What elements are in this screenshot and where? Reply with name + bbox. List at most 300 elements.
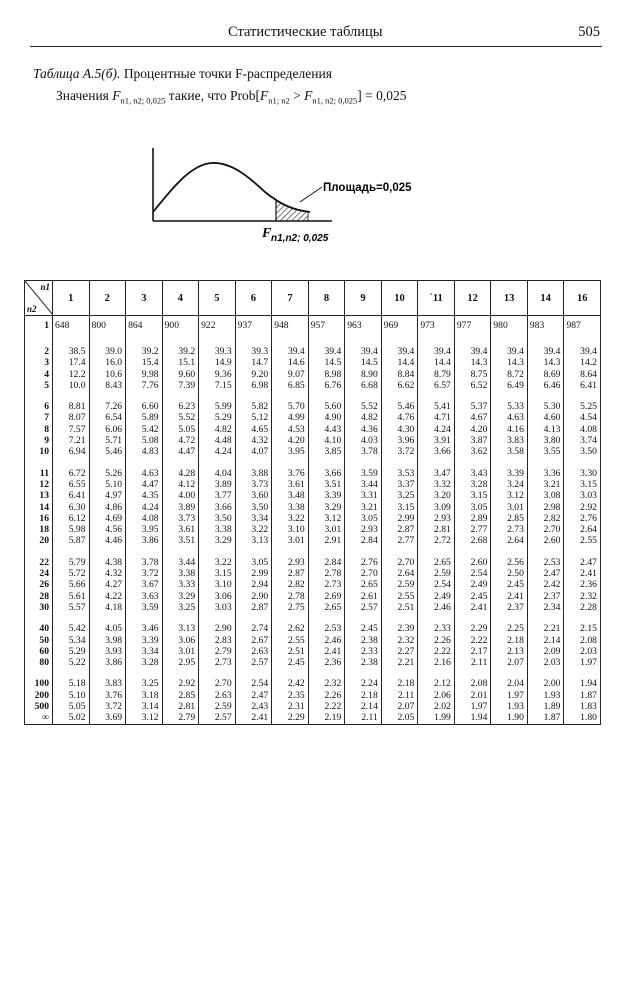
table-cell: 39.4 [272,346,309,357]
table-cell: 2.93 [345,524,382,535]
table-cell: 4.99 [272,412,309,423]
table-title: Процентные точки F-распределения [123,66,332,81]
table-cell: 5.12 [235,412,272,423]
table-cell: 3.55 [527,446,564,457]
desc-prefix: Значения [56,88,109,103]
table-cell: 5.34 [53,635,90,646]
row-header-n2: 26 [25,579,53,590]
table-cell: 3.83 [89,678,126,689]
row-header-n2: ∞ [25,712,53,724]
group-spacer [25,391,601,401]
table-cell: 4.47 [162,446,199,457]
table-cell: 2.51 [272,646,309,657]
table-cell: 2.47 [235,690,272,701]
table-cell: 5.22 [53,657,90,668]
table-cell: 4.54 [564,412,601,423]
row-header-n2: 500 [25,701,53,712]
table-cell: 937 [235,316,272,337]
table-row [25,657,601,668]
table-cell: 980 [491,316,528,337]
table-cell: 3.38 [199,524,236,535]
group-spacer [25,458,601,468]
table-cell: 3.39 [308,490,345,501]
table-cell: 3.95 [126,524,163,535]
table-cell: 2.35 [272,690,309,701]
table-cell: 2.25 [491,623,528,634]
table-cell: 2.65 [308,602,345,613]
row-header-n2: 11 [25,468,53,479]
running-header-title: Статистические таблицы [228,24,383,40]
row-header-n2: 3 [25,357,53,368]
table-cell: 3.91 [418,435,455,446]
table-cell: 1.93 [527,690,564,701]
table-cell: 2.55 [564,535,601,546]
table-row [25,591,601,602]
table-cell: 5.37 [454,401,491,412]
density-curve [153,163,310,212]
table-cell: 2.65 [418,557,455,568]
row-header-n2: 16 [25,513,53,524]
table-cell: 38.5 [53,346,90,357]
table-cell: 4.71 [418,412,455,423]
table-cell: 2.70 [527,524,564,535]
table-cell: 1.94 [564,678,601,689]
table-cell: 3.25 [381,490,418,501]
table-cell: 3.61 [272,479,309,490]
table-cell: 3.88 [235,468,272,479]
table-cell: 6.30 [53,502,90,513]
table-cell: 3.72 [381,446,418,457]
table-cell: 16.0 [89,357,126,368]
table-cell: 2.72 [418,535,455,546]
table-cell: 3.43 [454,468,491,479]
table-cell: 2.45 [454,591,491,602]
table-cell: 1.93 [491,701,528,712]
table-cell: 4.38 [89,557,126,568]
row-header-n2: 9 [25,435,53,446]
table-cell: 4.69 [89,513,126,524]
table-label: Таблица А.5(б). [33,66,121,81]
table-cell: 3.69 [89,712,126,724]
table-cell: 4.82 [345,412,382,423]
table-cell: 2.62 [272,623,309,634]
table-cell: 4.76 [381,412,418,423]
table-cell: 3.66 [418,446,455,457]
table-cell: 2.03 [564,646,601,657]
table-cell: 2.41 [235,712,272,724]
table-cell: 987 [564,316,601,337]
table-cell: 2.60 [527,535,564,546]
table-cell: 4.67 [454,412,491,423]
table-cell: 4.83 [126,446,163,457]
table-cell: 2.76 [345,557,382,568]
table-cell: 3.21 [345,502,382,513]
table-cell: 8.72 [491,369,528,380]
table-cell: 3.74 [564,435,601,446]
table-cell: 2.18 [491,635,528,646]
column-header-n1: 1 [53,281,90,316]
table-cell: 4.90 [308,412,345,423]
table-row [25,468,601,479]
table-row [25,579,601,590]
f-subscript: n1, n2; 0,025 [120,95,166,106]
table-cell: 14.2 [564,357,601,368]
table-cell: 6.55 [53,479,90,490]
table-cell: 2.14 [345,701,382,712]
table-cell: 6.94 [53,446,90,457]
table-cell: 6.85 [272,380,309,391]
row-header-n2: 60 [25,646,53,657]
table-cell: 5.42 [53,623,90,634]
table-cell: 39.4 [454,346,491,357]
table-cell: 2.59 [381,579,418,590]
table-cell: 2.95 [162,657,199,668]
table-cell: 2.39 [381,623,418,634]
table-cell: 3.29 [162,591,199,602]
table-cell: 2.92 [162,678,199,689]
table-cell: 973 [418,316,455,337]
table-cell: 3.30 [564,468,601,479]
table-cell: 2.29 [272,712,309,724]
table-cell: 2.77 [454,524,491,535]
table-cell: 3.05 [235,557,272,568]
table-cell: 2.05 [381,712,418,724]
table-cell: 39.0 [89,346,126,357]
table-cell: 2.82 [527,513,564,524]
table-cell: 8.84 [381,369,418,380]
table-cell: 8.64 [564,369,601,380]
table-cell: 14.5 [345,357,382,368]
row-header-n2: 22 [25,557,53,568]
table-cell: 2.17 [454,646,491,657]
table-cell: 2.47 [564,557,601,568]
table-cell: 2.36 [564,579,601,590]
table-cell: 2.85 [491,513,528,524]
table-cell: 39.4 [527,346,564,357]
table-cell: 2.94 [235,579,272,590]
table-cell: 2.07 [491,657,528,668]
table-cell: 6.98 [235,380,272,391]
desc-mid: такие, что Prob[ [168,88,260,103]
table-cell: 3.08 [527,490,564,501]
table-cell: 2.57 [345,602,382,613]
row-header-n2: 40 [25,623,53,634]
critical-value-label: F [262,226,272,241]
column-header-n1: 7 [272,281,309,316]
table-cell: 3.72 [126,568,163,579]
table-cell: 3.50 [235,502,272,513]
table-row [25,690,601,701]
table-cell: 6.41 [564,380,601,391]
table-cell: 2.89 [454,513,491,524]
f-symbol-2: F [259,88,269,103]
table-cell: 39.2 [126,346,163,357]
table-cell: 8.69 [527,369,564,380]
table-cell: 2.26 [418,635,455,646]
table-cell: 3.01 [308,524,345,535]
table-row [25,479,601,490]
table-cell: 2.46 [418,602,455,613]
table-cell: 6.52 [454,380,491,391]
table-cell: 2.49 [418,591,455,602]
table-cell: 2.41 [564,568,601,579]
table-cell: 39.2 [162,346,199,357]
table-cell: 3.44 [345,479,382,490]
table-cell: 5.30 [527,401,564,412]
table-cell: 3.31 [345,490,382,501]
table-cell: 5.29 [199,412,236,423]
table-cell: 2.22 [454,635,491,646]
corner-n2: n2 [27,304,37,314]
table-cell: 3.25 [162,602,199,613]
table-cell: 5.33 [491,401,528,412]
table-cell: 2.54 [454,568,491,579]
table-cell: 3.28 [454,479,491,490]
table-cell: 2.56 [491,557,528,568]
table-cell: 2.32 [564,591,601,602]
table-cell: 3.10 [199,579,236,590]
table-cell: 5.71 [89,435,126,446]
table-cell: 3.01 [491,502,528,513]
table-cell: 957 [308,316,345,337]
table-cell: 2.83 [199,635,236,646]
table-cell: 2.69 [308,591,345,602]
row-header-n2: 30 [25,602,53,613]
table-cell: 2.87 [235,602,272,613]
table-cell: 4.63 [126,468,163,479]
group-spacer [25,613,601,623]
table-cell: 3.47 [418,468,455,479]
table-cell: 6.57 [418,380,455,391]
table-cell: 2.41 [454,602,491,613]
table-cell: 3.76 [272,468,309,479]
table-cell: 4.43 [308,424,345,435]
table-cell: 648 [53,316,90,337]
table-cell: 5.18 [53,678,90,689]
column-header-n1: 8 [308,281,345,316]
table-row [25,346,601,357]
table-row [25,712,601,724]
table-cell: 2.08 [564,635,601,646]
table-cell: 12.2 [53,369,90,380]
row-header-n2: 10 [25,446,53,457]
table-cell: 3.37 [381,479,418,490]
table-cell: 5.26 [89,468,126,479]
table-cell: 3.15 [381,502,418,513]
table-cell: 2.93 [272,557,309,568]
column-header-n1: 3 [126,281,163,316]
table-cell: 3.83 [491,435,528,446]
corner-cell [25,281,53,316]
table-cell: 3.60 [235,490,272,501]
table-cell: 14.7 [235,357,272,368]
table-cell: 14.4 [418,357,455,368]
table-cell: 2.63 [199,690,236,701]
table-cell: 2.16 [418,657,455,668]
table-row [25,369,601,380]
table-cell: 4.00 [162,490,199,501]
table-cell: 3.03 [564,490,601,501]
table-cell: 8.81 [53,401,90,412]
table-cell: 3.46 [126,623,163,634]
row-header-n2: 24 [25,568,53,579]
table-cell: 2.73 [199,657,236,668]
table-cell: 3.24 [491,479,528,490]
table-cell: 2.60 [454,557,491,568]
f-distribution-figure [140,140,440,255]
table-cell: 5.52 [162,412,199,423]
table-cell: 8.90 [345,369,382,380]
table-cell: 3.77 [199,490,236,501]
table-cell: 3.96 [381,435,418,446]
table-cell: 3.51 [308,479,345,490]
table-cell: 2.29 [454,623,491,634]
table-cell: 4.27 [89,579,126,590]
corner-n1: n1 [40,282,50,292]
gt-sign: > [293,88,301,103]
table-cell: 9.98 [126,369,163,380]
table-cell: 4.08 [126,513,163,524]
table-cell: 3.73 [162,513,199,524]
table-cell: 8.79 [418,369,455,380]
table-cell: 3.34 [126,646,163,657]
table-cell: 5.79 [53,557,90,568]
table-cell: 3.80 [527,435,564,446]
table-row [25,646,601,657]
table-cell: 2.37 [491,602,528,613]
table-cell: 5.87 [53,535,90,546]
table-cell: 5.70 [272,401,309,412]
table-cell: 2.08 [454,678,491,689]
table-cell: 969 [381,316,418,337]
table-cell: 2.11 [454,657,491,668]
table-cell: 2.45 [491,579,528,590]
table-cell: 2.33 [418,623,455,634]
table-cell: 4.20 [272,435,309,446]
table-cell: 4.08 [564,424,601,435]
table-caption [33,66,332,82]
table-cell: 2.82 [272,579,309,590]
table-cell: 2.18 [345,690,382,701]
table-cell: 1.90 [491,712,528,724]
row-header-n2: 4 [25,369,53,380]
f-distribution-table [24,280,601,725]
table-cell: 4.05 [89,623,126,634]
row-header-n2: 7 [25,412,53,423]
row-header-n2: 14 [25,502,53,513]
table-cell: 1.87 [564,690,601,701]
table-cell: 2.07 [381,701,418,712]
table-cell: 2.41 [491,591,528,602]
table-cell: 6.68 [345,380,382,391]
table-cell: 2.46 [308,635,345,646]
table-cell: 2.98 [527,502,564,513]
table-cell: 9.20 [235,369,272,380]
table-cell: 3.22 [235,524,272,535]
table-cell: 2.14 [527,635,564,646]
table-cell: 5.42 [126,424,163,435]
table-cell: 2.12 [418,678,455,689]
table-row [25,524,601,535]
row-header-n2: 13 [25,490,53,501]
table-cell: 15.4 [126,357,163,368]
table-cell: 7.39 [162,380,199,391]
table-cell: 4.24 [126,502,163,513]
table-cell: 3.14 [126,701,163,712]
table-cell: 39.4 [564,346,601,357]
table-cell: 2.78 [308,568,345,579]
table-cell: 9.36 [199,369,236,380]
table-cell: 3.13 [162,623,199,634]
table-cell: 5.46 [381,401,418,412]
table-cell: 3.20 [418,490,455,501]
table-cell: 6.76 [308,380,345,391]
table-cell: 5.10 [89,479,126,490]
column-header-n1: 10 [381,281,418,316]
table-cell: 4.20 [454,424,491,435]
running-header [30,24,602,47]
table-cell: 4.53 [272,424,309,435]
table-cell: 2.15 [564,623,601,634]
table-cell: 2.27 [381,646,418,657]
table-cell: 4.46 [89,535,126,546]
group-spacer [25,336,601,346]
table-cell: 9.07 [272,369,309,380]
table-cell: 3.06 [162,635,199,646]
table-row [25,557,601,568]
table-cell: 3.67 [126,579,163,590]
table-cell: 2.24 [345,678,382,689]
table-cell: 3.09 [418,502,455,513]
table-cell: 3.48 [272,490,309,501]
table-cell: 3.85 [308,446,345,457]
table-cell: 2.54 [235,678,272,689]
table-cell: 39.4 [418,346,455,357]
table-cell: 2.00 [527,678,564,689]
table-cell: 5.89 [126,412,163,423]
table-cell: 3.72 [89,701,126,712]
table-cell: 3.12 [126,712,163,724]
table-cell: 3.86 [126,535,163,546]
table-cell: 7.76 [126,380,163,391]
table-cell: 39.3 [199,346,236,357]
table-cell: 5.05 [53,701,90,712]
table-cell: 4.24 [199,446,236,457]
table-cell: 3.76 [89,690,126,701]
table-cell: 3.89 [162,502,199,513]
table-cell: 3.22 [272,513,309,524]
table-cell: 39.4 [381,346,418,357]
table-cell: 2.21 [381,657,418,668]
table-cell: 2.32 [381,635,418,646]
column-header-n1: 12 [454,281,491,316]
table-cell: 4.12 [162,479,199,490]
table-cell: 2.70 [199,678,236,689]
table-cell: 2.70 [345,568,382,579]
table-cell: 2.57 [235,657,272,668]
table-cell: 6.23 [162,401,199,412]
column-header-n1: 5 [199,281,236,316]
table-cell: 8.07 [53,412,90,423]
table-cell: 3.39 [126,635,163,646]
table-cell: 6.72 [53,468,90,479]
table-cell: 4.07 [235,446,272,457]
table-row [25,380,601,391]
row-header-n2: 18 [25,524,53,535]
table-cell: 2.75 [272,602,309,613]
row-header-n2: 8 [25,424,53,435]
column-header-n1: 9 [345,281,382,316]
